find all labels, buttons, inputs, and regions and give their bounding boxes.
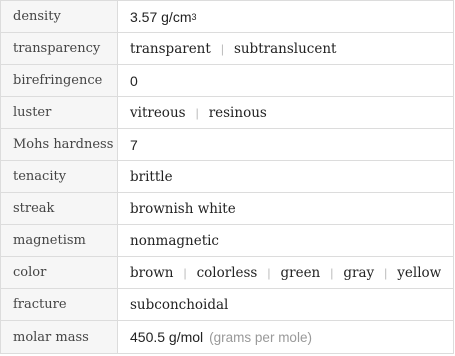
- molar-mass-unit-note: (grams per mole): [209, 329, 312, 345]
- density-unit: g/cm: [161, 8, 192, 25]
- row-value-magnetism: nonmagnetic: [118, 225, 453, 257]
- row-value-transparency: [118, 33, 453, 65]
- color-item: gray: [343, 264, 375, 281]
- row-value-molar-mass: [118, 321, 453, 353]
- separator: |: [330, 265, 334, 280]
- density-value: 3.57: [130, 8, 158, 25]
- color-item: yellow: [397, 264, 442, 281]
- separator: |: [183, 265, 187, 280]
- row-label-transparency: transparency: [1, 33, 118, 65]
- row-value-tenacity: brittle: [118, 161, 453, 193]
- row-label-color: color: [1, 257, 118, 289]
- row-value-luster: [118, 97, 453, 129]
- transparency-item: transparent: [130, 40, 211, 57]
- row-label-magnetism: magnetism: [1, 225, 118, 257]
- color-item: colorless: [196, 264, 258, 281]
- row-label-mohs-hardness: Mohs hardness: [1, 129, 118, 161]
- row-label-streak: streak: [1, 193, 118, 225]
- color-item: brown: [130, 264, 174, 281]
- row-value-mohs-hardness: 7: [118, 129, 453, 161]
- row-value-color: [118, 257, 453, 289]
- luster-item: resinous: [208, 104, 267, 121]
- row-label-fracture: fracture: [1, 289, 118, 321]
- transparency-item: subtranslucent: [233, 40, 337, 57]
- row-value-birefringence: 0: [118, 65, 453, 97]
- molar-mass-value: 450.5 g/mol: [130, 329, 204, 345]
- separator: |: [267, 265, 271, 280]
- row-label-tenacity: tenacity: [1, 161, 118, 193]
- color-item: green: [280, 264, 321, 281]
- row-label-luster: luster: [1, 97, 118, 129]
- separator: |: [195, 105, 199, 120]
- row-label-birefringence: birefringence: [1, 65, 118, 97]
- luster-item: vitreous: [130, 104, 186, 121]
- row-value-streak: brownish white: [118, 193, 453, 225]
- row-value-density: 3.57 g/cm 3: [118, 1, 453, 33]
- row-label-molar-mass: molar mass: [1, 321, 118, 353]
- row-label-density: density: [1, 1, 118, 33]
- separator: |: [384, 265, 388, 280]
- separator: |: [220, 41, 224, 56]
- row-value-fracture: subconchoidal: [118, 289, 453, 321]
